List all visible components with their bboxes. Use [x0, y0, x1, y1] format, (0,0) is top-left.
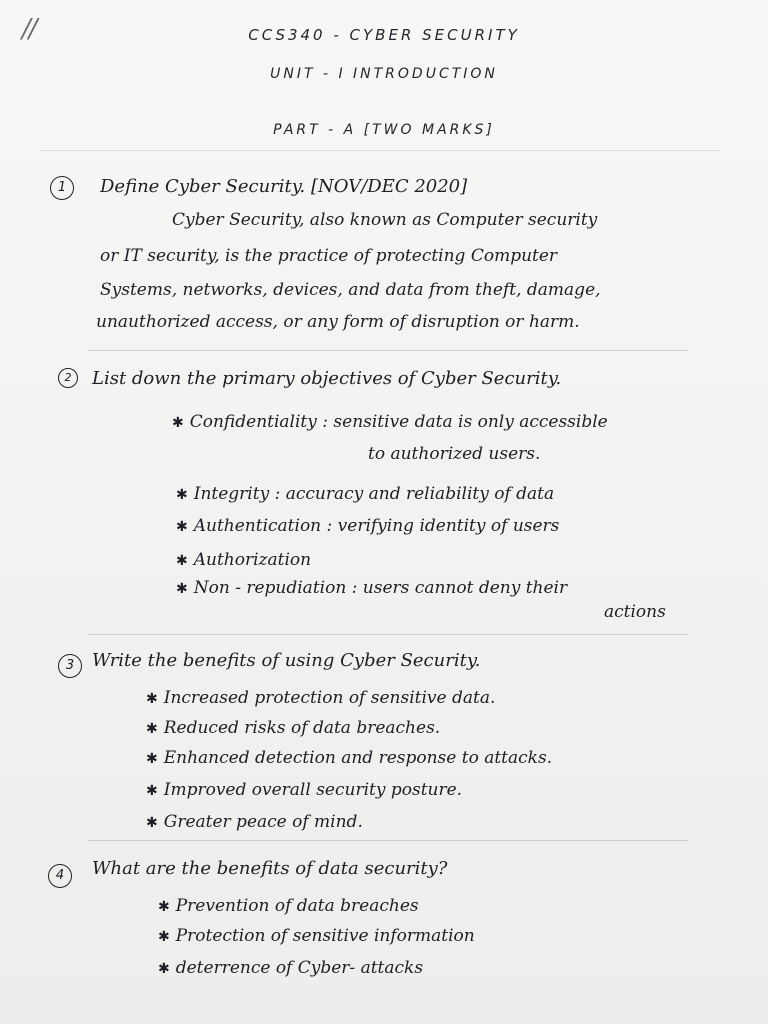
question-1-text: Define Cyber Security. [NOV/DEC 2020]: [100, 176, 468, 197]
objective-non-repudiation-cont: actions: [604, 602, 666, 622]
objective-non-repudiation: ✱ Non - repudiation : users cannot deny their: [176, 578, 568, 598]
part-title: PART - A [TWO MARKS]: [273, 122, 495, 138]
benefit-5: ✱ Greater peace of mind.: [146, 812, 363, 832]
asterisk-icon: ✱: [158, 929, 170, 945]
asterisk-icon: ✱: [146, 783, 158, 799]
asterisk-icon: ✱: [176, 581, 188, 597]
question-2-text: List down the primary objectives of Cyber Security.: [92, 368, 562, 389]
asterisk-icon: ✱: [146, 721, 158, 737]
corner-mark: //: [22, 14, 36, 44]
data-security-benefit-1: ✱ Prevention of data breaches: [158, 896, 419, 916]
question-3-text: Write the benefits of using Cyber Security.: [92, 650, 481, 671]
data-security-benefit-2: ✱ Protection of sensitive information: [158, 926, 475, 946]
question-number-1: 1: [50, 176, 74, 200]
asterisk-icon: ✱: [146, 691, 158, 707]
answer-1-line-3: Systems, networks, devices, and data from theft, damage,: [100, 280, 601, 300]
objective-confidentiality: ✱ Confidentiality : sensitive data is only accessible: [172, 412, 608, 432]
question-number-2: 2: [58, 368, 78, 388]
asterisk-icon: ✱: [176, 487, 188, 503]
benefit-1: ✱ Increased protection of sensitive data.: [146, 688, 496, 708]
objective-authentication: ✱ Authentication : verifying identity of users: [176, 516, 560, 536]
course-title: CCS340 - CYBER SECURITY: [248, 26, 520, 44]
section-divider-2: [88, 634, 688, 635]
section-divider-1: [88, 350, 688, 351]
benefit-2: ✱ Reduced risks of data breaches.: [146, 718, 441, 738]
benefit-3: ✱ Enhanced detection and response to attacks.: [146, 748, 553, 768]
answer-1-line-4: unauthorized access, or any form of disruption or harm.: [96, 312, 580, 332]
answer-1-line-2: or IT security, is the practice of protecting Computer: [100, 246, 558, 266]
section-divider-3: [88, 840, 688, 841]
objective-confidentiality-cont: to authorized users.: [368, 444, 541, 464]
header-divider: [40, 150, 720, 151]
objective-integrity: ✱ Integrity : accuracy and reliability of data: [176, 484, 555, 504]
question-4-text: What are the benefits of data security?: [92, 858, 448, 879]
asterisk-icon: ✱: [158, 899, 170, 915]
asterisk-icon: ✱: [146, 815, 158, 831]
objective-authorization: ✱ Authorization: [176, 550, 312, 570]
question-number-4: 4: [48, 864, 72, 888]
asterisk-icon: ✱: [146, 751, 158, 767]
unit-title: UNIT - I INTRODUCTION: [270, 66, 498, 82]
asterisk-icon: ✱: [176, 553, 188, 569]
data-security-benefit-3: ✱ deterrence of Cyber- attacks: [158, 958, 424, 978]
benefit-4: ✱ Improved overall security posture.: [146, 780, 463, 800]
asterisk-icon: ✱: [158, 961, 170, 977]
asterisk-icon: ✱: [176, 519, 188, 535]
question-number-3: 3: [58, 654, 82, 678]
answer-1-line-1: Cyber Security, also known as Computer security: [172, 210, 598, 230]
asterisk-icon: ✱: [172, 415, 184, 431]
